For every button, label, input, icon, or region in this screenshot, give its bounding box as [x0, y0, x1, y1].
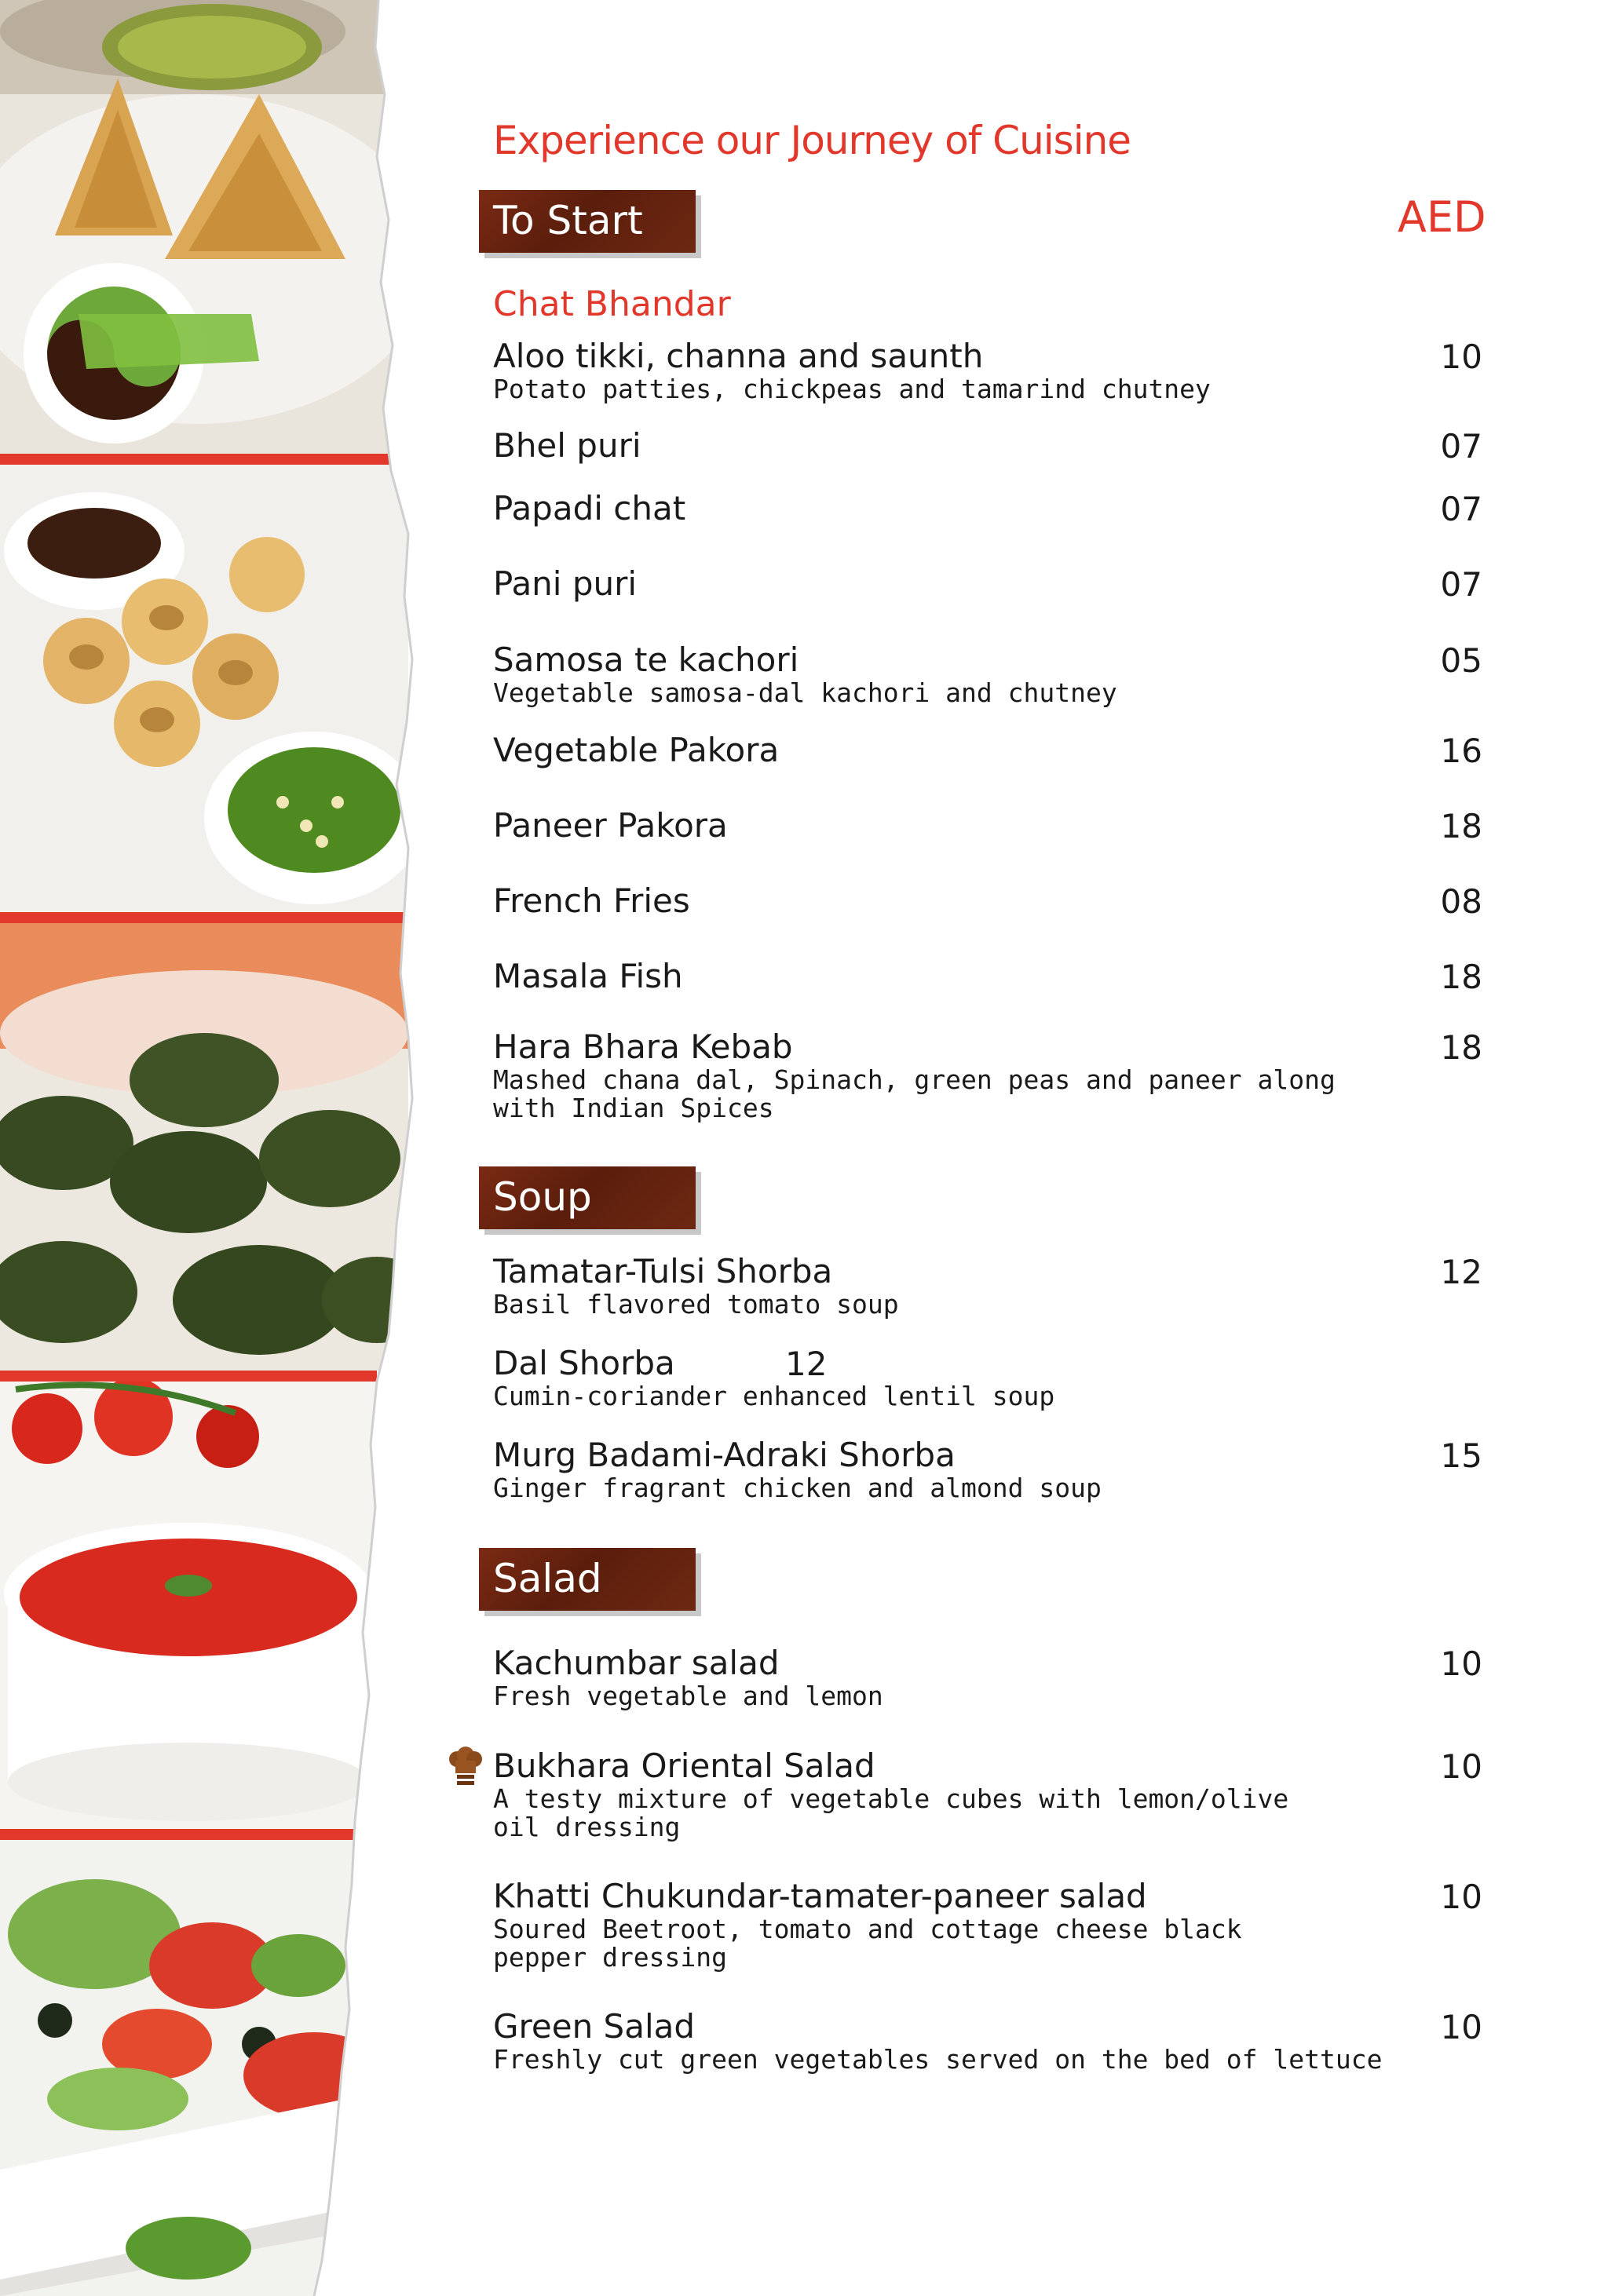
item-description: Ginger fragrant chicken and almond soup — [493, 1473, 1102, 1503]
menu-item — [493, 958, 1482, 995]
menu-item — [493, 641, 1482, 707]
item-price: 10 — [1440, 1878, 1482, 1916]
item-price: 10 — [1440, 1644, 1482, 1683]
item-price: 15 — [1440, 1436, 1482, 1475]
subsection-title: Chat Bhandar — [493, 284, 731, 324]
item-description: Vegetable samosa-dal kachori and chutney — [493, 677, 1117, 708]
menu-heading: Experience our Journey of Cuisine — [493, 118, 1131, 163]
section-label: Soup — [493, 1174, 592, 1220]
item-description: Cumin-coriander enhanced lentil soup — [493, 1381, 1055, 1411]
item-price: 18 — [1440, 1028, 1482, 1067]
item-price: 12 — [1440, 1253, 1482, 1291]
item-price: 08 — [1440, 882, 1482, 921]
section-header-soup — [479, 1166, 696, 1229]
menu-item — [493, 490, 1482, 527]
item-name: Vegetable Pakora — [493, 731, 780, 769]
item-name: Aloo tikki, channa and saunth — [493, 337, 984, 375]
chef-hat-icon — [448, 1747, 484, 1787]
item-name: Samosa te kachori — [493, 641, 799, 679]
menu-item — [493, 427, 1482, 465]
section-header-to-start — [479, 190, 696, 253]
item-description: Basil flavored tomato soup — [493, 1289, 899, 1320]
item-name: Tamatar-Tulsi Shorba — [493, 1252, 833, 1290]
menu-item — [493, 1644, 1482, 1710]
item-price: 07 — [1440, 565, 1482, 604]
menu-item — [493, 807, 1482, 845]
menu-item — [493, 732, 1482, 769]
menu-item — [493, 565, 1482, 603]
item-name: Dal Shorba — [493, 1344, 675, 1382]
item-name: Bukhara Oriental Salad — [493, 1747, 875, 1785]
item-name: Hara Bhara Kebab — [493, 1028, 793, 1066]
menu-item — [493, 338, 1482, 403]
item-name: Papadi chat — [493, 489, 686, 527]
item-price: 07 — [1440, 490, 1482, 528]
item-price: 12 — [785, 1345, 828, 1383]
menu-item — [493, 882, 1482, 920]
item-price: 16 — [1440, 732, 1482, 770]
item-description: Fresh vegetable and lemon — [493, 1681, 883, 1711]
item-description: Mashed chana dal, Spinach, green peas and paneer along with Indian Spices — [493, 1064, 1336, 1123]
item-name: Paneer Pakora — [493, 806, 728, 845]
section-label: Salad — [493, 1556, 602, 1601]
item-name: Pani puri — [493, 564, 638, 603]
menu-item — [493, 2008, 1482, 2074]
item-price: 18 — [1440, 807, 1482, 845]
item-price: 10 — [1440, 338, 1482, 376]
item-price: 07 — [1440, 427, 1482, 465]
menu-item — [493, 1747, 1482, 1842]
item-name: French Fries — [493, 882, 690, 920]
item-price: 05 — [1440, 641, 1482, 680]
item-price: 10 — [1440, 2008, 1482, 2046]
menu-item — [493, 1878, 1482, 1972]
section-label: To Start — [493, 198, 643, 243]
item-name: Khatti Chukundar-tamater-paneer salad — [493, 1877, 1147, 1915]
menu-item — [493, 1436, 1482, 1502]
item-name: Murg Badami-Adraki Shorba — [493, 1436, 956, 1474]
menu-item — [493, 1253, 1482, 1319]
item-price: 10 — [1440, 1747, 1482, 1786]
item-name: Masala Fish — [493, 957, 683, 995]
item-description: Soured Beetroot, tomato and cottage cheese black pepper dressing — [493, 1914, 1242, 1973]
menu-item — [493, 1345, 1482, 1411]
section-header-salad — [479, 1548, 696, 1611]
item-description: Freshly cut green vegetables served on the bed of lettuce — [493, 2044, 1383, 2075]
item-name: Bhel puri — [493, 426, 641, 465]
currency-label: AED — [1398, 192, 1486, 242]
item-description: A testy mixture of vegetable cubes with lemon/olive oil dressing — [493, 1783, 1289, 1842]
item-price: 18 — [1440, 958, 1482, 996]
item-name: Green Salad — [493, 2007, 696, 2046]
item-name: Kachumbar salad — [493, 1644, 780, 1682]
item-description: Potato patties, chickpeas and tamarind chutney — [493, 374, 1211, 404]
menu-item — [493, 1028, 1482, 1122]
